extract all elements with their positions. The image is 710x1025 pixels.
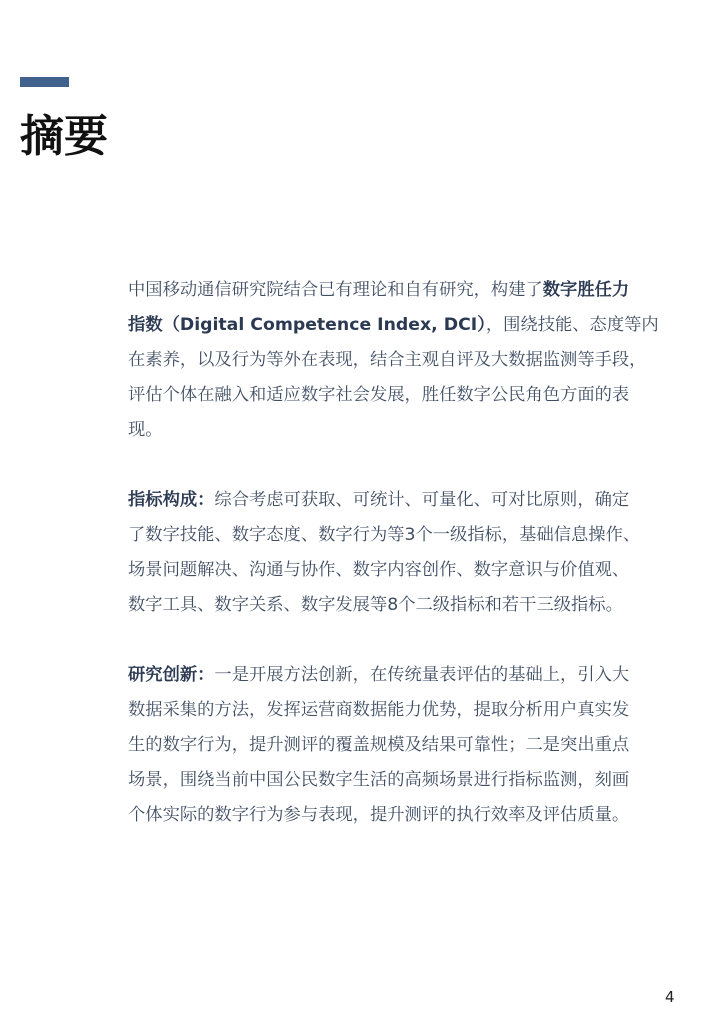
intro-paragraph bbox=[128, 273, 670, 448]
abstract-body bbox=[128, 273, 670, 833]
title-accent-bar bbox=[20, 77, 69, 87]
page-title: 摘要 bbox=[20, 111, 108, 162]
innovation-label: 研究创新： bbox=[128, 665, 215, 685]
indicator-label: 指标构成： bbox=[128, 490, 215, 510]
page-number: 4 bbox=[665, 988, 675, 1006]
intro-text-end: ，围绕技能、态度等内 在素养，以及行为等外在表现，结合主观自评及大数据监测等手段， 评估个体在融入和适应数字社会发展，胜任数字公民角色方面的表 现。 bbox=[128, 315, 659, 440]
dci-term: 数字胜任力 指数（Digital Competence Index, DCI） bbox=[128, 280, 630, 335]
innovation-text: 一是开展方法创新，在传统量表评估的基础上，引入大 数据采集的方法，发挥运营商数据能力优势，提取分析用户真实发 生的数字行为，提升测评的覆盖规模及结果可靠性；二是突出重点 场景，围绕当前中国公民数字生活的高频场景进行指标监测，刻画 个体实际的数字行为参与表现，提升测评的执行效率及评估质量。 bbox=[128, 665, 630, 825]
innovation-paragraph bbox=[128, 658, 670, 833]
indicator-paragraph bbox=[128, 483, 670, 623]
indicator-text: 综合考虑可获取、可统计、可量化、可对比原则，确定 了数字技能、数字态度、数字行为等3个一级指标，基础信息操作、 场景问题解决、沟通与协作、数字内容创作、数字意识与价值观、 数字工具、数字关系、数字发展等8个二级指标和若干三级指标。 bbox=[128, 490, 641, 615]
intro-text-start: 中国移动通信研究院结合已有理论和自有研究，构建了 bbox=[128, 280, 543, 300]
